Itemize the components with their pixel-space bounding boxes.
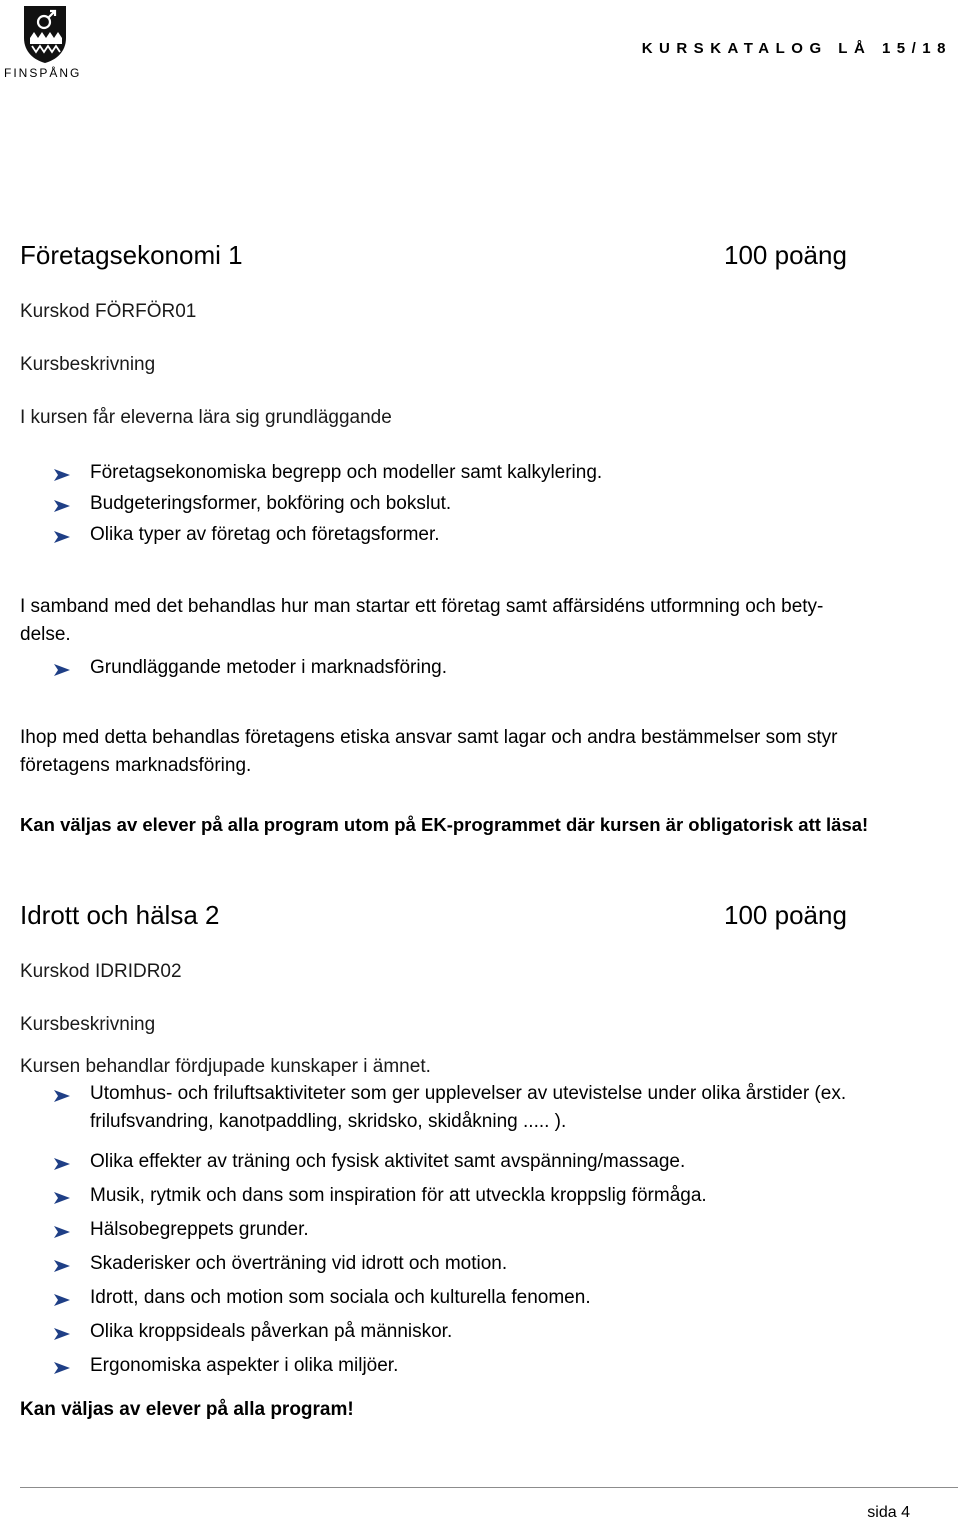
finspang-coat-of-arms-icon bbox=[22, 4, 68, 64]
paragraph-line: Ihop med detta behandlas företagens etiska ansvar samt lagar och andra bestämmelser som styr bbox=[20, 727, 838, 748]
list-item-text: frilufsvandring, kanotpaddling, skridsko, skidåkning ..... ). bbox=[90, 1111, 567, 1132]
course-title: Idrott och hälsa 2 bbox=[20, 900, 220, 930]
arrow-bullet-icon bbox=[54, 531, 70, 543]
list-item-text: Ergonomiska aspekter i olika miljöer. bbox=[90, 1355, 399, 1376]
course-intro: I kursen får eleverna lära sig grundläggande bbox=[20, 407, 392, 428]
list-item-text: Grundläggande metoder i marknadsföring. bbox=[90, 657, 447, 678]
list-item-text: Musik, rytmik och dans som inspiration för att utveckla kroppslig förmåga. bbox=[90, 1185, 707, 1206]
catalog-title: KURSKATALOG LÅ 15/18 bbox=[641, 40, 952, 57]
list-item bbox=[20, 1083, 955, 1111]
list-item bbox=[20, 1185, 955, 1219]
course-title: Företagsekonomi 1 bbox=[20, 240, 243, 270]
list-item-text: Skaderisker och överträning vid idrott och motion. bbox=[90, 1253, 508, 1274]
page-number: sida 4 bbox=[867, 1504, 910, 1521]
arrow-bullet-icon bbox=[54, 1158, 70, 1170]
finspang-logo bbox=[4, 4, 88, 80]
list-item-text: Olika kroppsideals påverkan på människor. bbox=[90, 1321, 453, 1342]
arrow-bullet-icon bbox=[54, 1260, 70, 1272]
bullet-list bbox=[20, 462, 940, 555]
logo-text: FINSPÅNG bbox=[4, 66, 82, 80]
list-item bbox=[20, 1355, 955, 1389]
arrow-bullet-icon bbox=[54, 500, 70, 512]
arrow-bullet-icon bbox=[54, 1362, 70, 1374]
list-item-text: Hälsobegreppets grunder. bbox=[90, 1219, 309, 1240]
arrow-bullet-icon bbox=[54, 1192, 70, 1204]
paragraph-line: I samband med det behandlas hur man startar ett företag samt affärsidéns utformning och bety- bbox=[20, 596, 824, 617]
list-item bbox=[20, 657, 940, 688]
course-code: Kurskod FÖRFÖR01 bbox=[20, 301, 197, 322]
list-item-text: Olika typer av företag och företagsformer. bbox=[90, 524, 440, 545]
footer-divider bbox=[20, 1487, 958, 1488]
arrow-bullet-icon bbox=[54, 664, 70, 676]
arrow-bullet-icon bbox=[54, 1328, 70, 1340]
description-heading: Kursbeskrivning bbox=[20, 1014, 156, 1035]
list-item-text: Företagsekonomiska begrepp och modeller samt kalkylering. bbox=[90, 462, 603, 483]
arrow-bullet-icon bbox=[54, 469, 70, 481]
list-item bbox=[20, 493, 940, 524]
list-item-text: Budgeteringsformer, bokföring och bokslut. bbox=[90, 493, 452, 514]
course-note: Kan väljas av elever på alla program utom på EK-programmet där kursen är obligatorisk att läsa! bbox=[20, 814, 869, 835]
paragraph-line: företagens marknadsföring. bbox=[20, 755, 252, 776]
course-points: 100 poäng bbox=[724, 900, 847, 930]
list-item bbox=[20, 1111, 955, 1151]
list-item bbox=[20, 1253, 955, 1287]
list-item-text: Idrott, dans och motion som sociala och kulturella fenomen. bbox=[90, 1287, 591, 1308]
bullet-list bbox=[20, 657, 940, 688]
course-points: 100 poäng bbox=[724, 240, 847, 270]
list-item bbox=[20, 1219, 955, 1253]
list-item-text: Olika effekter av träning och fysisk aktivitet samt avspänning/massage. bbox=[90, 1151, 686, 1172]
list-item bbox=[20, 1321, 955, 1355]
list-item bbox=[20, 1287, 955, 1321]
paragraph-line: delse. bbox=[20, 624, 71, 645]
course-note: Kan väljas av elever på alla program! bbox=[20, 1399, 354, 1420]
list-item-text: Utomhus- och friluftsaktiviteter som ger upplevelser av utevistelse under olika årstider (ex. bbox=[90, 1083, 847, 1104]
course-intro: Kursen behandlar fördjupade kunskaper i ämnet. bbox=[20, 1056, 431, 1077]
arrow-bullet-icon bbox=[54, 1226, 70, 1238]
list-item bbox=[20, 524, 940, 555]
description-heading: Kursbeskrivning bbox=[20, 354, 156, 375]
arrow-bullet-icon bbox=[54, 1090, 70, 1102]
course-code: Kurskod IDRIDR02 bbox=[20, 961, 182, 982]
list-item bbox=[20, 1151, 955, 1185]
arrow-bullet-icon bbox=[54, 1294, 70, 1306]
list-item bbox=[20, 462, 940, 493]
bullet-list bbox=[20, 1083, 955, 1389]
